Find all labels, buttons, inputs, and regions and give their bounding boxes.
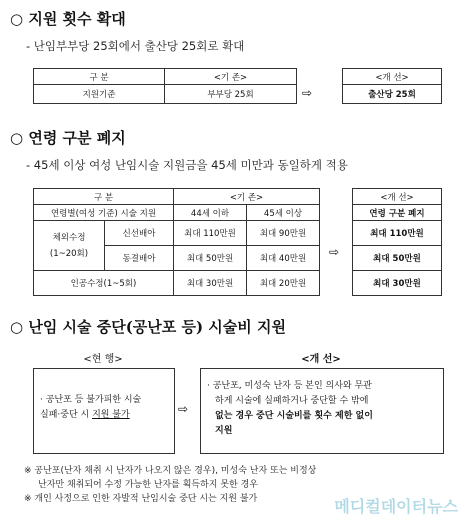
s2-head-44: 44세 이하: [174, 205, 247, 221]
s2-fresh-label: 신선배아: [105, 221, 174, 246]
s1-head-gubun: 구 분: [34, 69, 165, 85]
section1-old-table: [33, 68, 297, 104]
watermark-logo: 메디컬데이터뉴스: [334, 497, 458, 516]
s2-arrow-icon: ⇨: [329, 245, 340, 259]
s3-new-box: [200, 368, 444, 454]
s3-current-text: · 공난포 등 불가피한 시술 실패·중단 시 지원 불가: [40, 395, 142, 420]
section2-title: ○ 연령 구분 폐지: [10, 129, 126, 147]
s3-current-head: <현 행>: [83, 354, 123, 365]
s2-ivf-group: 체외수정 (1~20회): [34, 221, 105, 271]
section2-subtitle: - 45세 이상 여성 난임시술 지원금을 45세 미만과 동일하게 적용: [26, 158, 348, 172]
s2-iui-45: 최대 20만원: [247, 271, 320, 296]
section1-title: ○ 지원 횟수 확대: [10, 10, 126, 28]
section1-subtitle: - 난임부부당 25회에서 출산당 25회로 확대: [26, 39, 245, 53]
s1-row-value: 부부당 25회: [165, 85, 297, 104]
s1-head-old: <기 존>: [165, 69, 297, 85]
s1-row-label: 지원기준: [34, 85, 165, 104]
s1-arrow-icon: ⇨: [302, 86, 313, 100]
s2-iui-44: 최대 30만원: [174, 271, 247, 296]
note-1: ※ 공난포(난자 채취 시 난자가 나오지 않은 경우), 미성숙 난자 또는 비정상: [24, 466, 317, 476]
s3-new-text: · 공난포, 미성숙 난자 등 본인 의사와 무관 하게 시술에 실패하거나 중단할 수 밖에 없는 경우 중단 시술비를 횟수 제한 없이 지원: [207, 381, 373, 436]
s2-new-r3: 최대 30만원: [353, 271, 442, 296]
s3-new-head: <개 선>: [301, 354, 341, 365]
s2-new-head: <개 선>: [353, 189, 442, 205]
section2-old-table: [33, 188, 320, 296]
s3-current-box: [33, 368, 175, 454]
section2-new-table: [352, 188, 442, 296]
s2-new-h: 연령 구분 폐지: [353, 205, 442, 221]
s1-new-head: <개 선>: [343, 69, 442, 85]
s2-new-r1: 최대 110만원: [353, 221, 442, 246]
section3-title: ○ 난임 시술 중단(공난포 등) 시술비 지원: [10, 318, 286, 336]
note-2: ※ 개인 사정으로 인한 자발적 난임시술 중단 시는 지원 불가: [24, 494, 258, 504]
s2-iui-label: 인공수정(1~5회): [34, 271, 174, 296]
s3-arrow-icon: ⇨: [178, 402, 189, 416]
s2-frozen-label: 동결배아: [105, 246, 174, 271]
s2-head-gubun: 구 분: [34, 189, 174, 205]
s2-new-r2: 최대 50만원: [353, 246, 442, 271]
notes: [24, 464, 316, 506]
s1-new-value: 출산당 25회: [343, 85, 442, 104]
section1-new-table: [342, 68, 442, 104]
note-1-cont: 난자만 채취되어 수정 가능한 난자를 획득하지 못한 경우: [38, 480, 258, 490]
s2-fresh-44: 최대 110만원: [174, 221, 247, 246]
s2-frozen-44: 최대 50만원: [174, 246, 247, 271]
s2-frozen-45: 최대 40만원: [247, 246, 320, 271]
s2-fresh-45: 최대 90만원: [247, 221, 320, 246]
s2-head-45: 45세 이상: [247, 205, 320, 221]
s2-head-old: <기 존>: [174, 189, 320, 205]
s2-head-age: 연령별(여성 기준) 시술 지원: [34, 205, 174, 221]
